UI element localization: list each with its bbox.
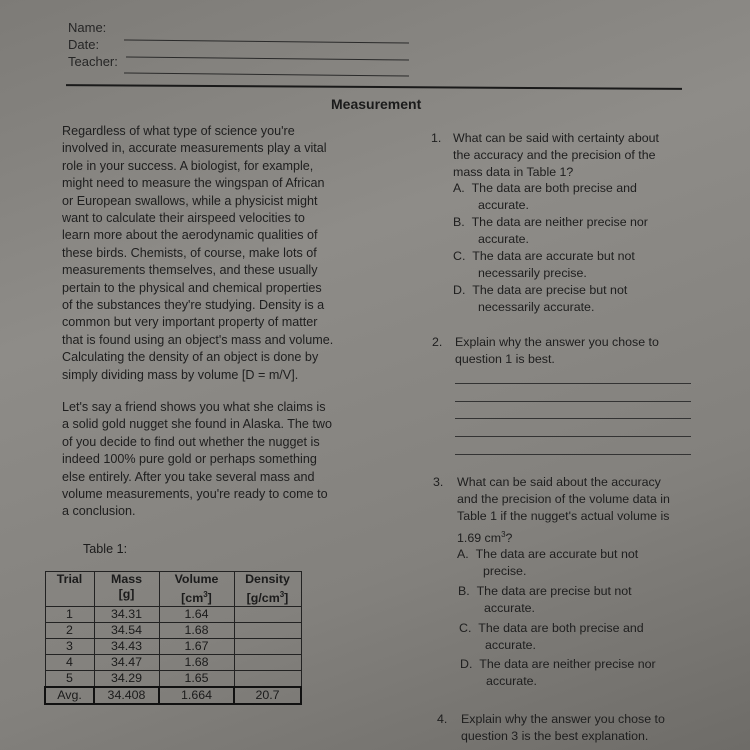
option-text: necessarily precise.: [478, 266, 587, 281]
name-line[interactable]: [124, 40, 409, 44]
header-volume-text: Volume: [174, 572, 219, 586]
q1-option-c[interactable]: [453, 248, 635, 282]
cell-mass: 34.43: [94, 639, 159, 655]
cell-mass: 34.31: [94, 607, 159, 623]
q3-option-b[interactable]: [458, 583, 632, 617]
answer-line[interactable]: [455, 418, 691, 419]
passage-line: involved in, accurate measurements play a vital: [62, 141, 327, 156]
passage-line: of you decide to find out whether the nugget is: [62, 434, 320, 449]
table-row: [45, 623, 301, 639]
bracket: ]: [284, 591, 289, 606]
superscript-3: 3: [501, 529, 506, 539]
question-4-text: [461, 711, 665, 745]
cell-volume: 1.664: [159, 687, 234, 704]
passage-line: that is found using an object's mass and volume.: [62, 332, 334, 347]
superscript-3: 3: [203, 590, 208, 599]
q1-option-d[interactable]: [453, 282, 627, 316]
cell-volume: 1.68: [159, 623, 234, 639]
q3-option-c[interactable]: [459, 620, 644, 654]
option-text: The data are both precise and: [478, 621, 644, 635]
question-3-number: 3.: [433, 475, 444, 489]
option-text: accurate.: [478, 198, 529, 213]
passage-line: of the substances they're studying. Density is a: [62, 298, 325, 313]
answer-line[interactable]: [455, 436, 691, 437]
q3-option-a[interactable]: [457, 546, 638, 580]
header-mass-text: Mass: [111, 572, 142, 586]
option-text: The data are accurate but not: [475, 547, 639, 561]
header-density-text: Density: [245, 572, 290, 586]
question-line: mass data in Table 1?: [453, 165, 574, 180]
cell-density: 20.7: [234, 687, 301, 704]
question-line: 1.69 cm: [457, 530, 502, 545]
option-letter: D.: [460, 657, 473, 671]
q1-option-a[interactable]: [453, 180, 637, 214]
cell-density[interactable]: [234, 639, 301, 655]
answer-line[interactable]: [455, 454, 691, 455]
option-text: The data are neither precise nor: [471, 215, 648, 229]
option-text: accurate.: [484, 601, 535, 616]
cell-trial: 5: [45, 671, 94, 688]
passage-line: role in your success. A biologist, for example,: [62, 158, 314, 173]
cell-trial: 4: [45, 655, 94, 671]
cell-density[interactable]: [234, 655, 301, 671]
table-caption: Table 1:: [83, 542, 128, 556]
header-density-unit: [g/cm: [246, 591, 280, 606]
header-mass-unit: [g]: [118, 587, 135, 601]
question-2-number: 2.: [432, 335, 443, 349]
table-row: [45, 607, 301, 623]
cell-density[interactable]: [234, 623, 301, 639]
table-row: [45, 671, 301, 688]
passage-line: simply dividing mass by volume [D = m/V].: [62, 367, 299, 382]
option-letter: A.: [457, 547, 469, 561]
cell-mass: 34.408: [94, 687, 159, 704]
answer-line[interactable]: [455, 401, 691, 402]
bracket: ]: [207, 591, 212, 606]
question-line: What can be said with certainty about: [453, 131, 659, 145]
header-divider: [66, 84, 682, 90]
passage-paragraph-1: [62, 123, 333, 384]
q1-option-b[interactable]: [453, 214, 648, 248]
answer-line[interactable]: [455, 383, 691, 384]
teacher-label: Teacher:: [68, 54, 118, 69]
passage-line: or European swallows, while a physicist might: [62, 193, 318, 208]
passage-line: measurements themselves, and these usually: [62, 263, 318, 278]
option-text: The data are both precise and: [471, 181, 637, 195]
table-row: [45, 655, 301, 671]
passage-line: might need to measure the wingspan of African: [62, 176, 325, 191]
superscript-3: 3: [279, 590, 285, 599]
header-volume: [159, 572, 234, 607]
question-line: Table 1 if the nugget's actual volume is: [457, 509, 670, 524]
question-line: Explain why the answer you chose to: [461, 712, 665, 726]
cell-trial: Avg.: [45, 687, 94, 704]
q3-option-d[interactable]: [460, 656, 656, 690]
option-letter: B.: [458, 584, 470, 598]
header-volume-unit: [cm: [181, 591, 204, 606]
option-text: The data are precise but not: [476, 584, 632, 598]
cell-mass: 34.54: [94, 623, 159, 639]
date-line[interactable]: [126, 57, 409, 61]
passage-paragraph-2: [62, 399, 332, 521]
cell-mass: 34.47: [94, 655, 159, 671]
option-letter: D.: [453, 283, 466, 297]
question-line: question 3 is the best explanation.: [461, 729, 649, 744]
option-text: The data are neither precise nor: [479, 657, 656, 671]
question-mark: ?: [505, 530, 513, 545]
cell-mass: 34.29: [94, 671, 159, 688]
date-label: Date:: [68, 37, 100, 52]
cell-volume: 1.64: [159, 607, 234, 623]
question-1-text: [453, 130, 659, 182]
passage-line: volume measurements, you're ready to come to: [62, 487, 328, 502]
passage-line: learn more about the aerodynamic qualities of: [62, 228, 318, 243]
option-text: The data are precise but not: [472, 283, 628, 297]
cell-density[interactable]: [234, 607, 301, 623]
question-4-number: 4.: [437, 712, 448, 726]
option-letter: B.: [453, 215, 465, 229]
cell-density[interactable]: [234, 671, 301, 688]
option-text: precise.: [483, 564, 527, 579]
header-trial: [45, 572, 94, 607]
option-letter: C.: [459, 621, 472, 635]
teacher-line[interactable]: [124, 73, 409, 77]
option-letter: A.: [453, 181, 465, 195]
passage-line: Regardless of what type of science you're: [62, 124, 295, 138]
passage-line: these birds. Chemists, of course, make lots of: [62, 245, 317, 260]
cell-trial: 1: [45, 607, 94, 623]
header-density: [234, 572, 301, 607]
passage-line: else entirely. After you take several mass and: [62, 469, 315, 484]
question-line: What can be said about the accuracy: [457, 475, 661, 489]
passage-line: indeed 100% pure gold or perhaps something: [62, 452, 317, 467]
option-text: accurate.: [485, 638, 536, 653]
name-label: Name:: [68, 20, 107, 35]
option-text: accurate.: [486, 674, 537, 689]
option-text: The data are accurate but not: [472, 249, 635, 263]
table-row: [45, 639, 301, 655]
cell-volume: 1.65: [159, 671, 234, 688]
passage-line: Calculating the density of an object is done by: [62, 350, 319, 365]
passage-line: pertain to the physical and chemical properties: [62, 280, 322, 295]
option-text: necessarily accurate.: [478, 300, 595, 315]
table-average-row: [45, 687, 301, 704]
option-text: accurate.: [478, 232, 529, 247]
passage-line: a conclusion.: [62, 504, 136, 519]
cell-trial: 3: [45, 639, 94, 655]
data-table: [44, 571, 302, 705]
question-line: the accuracy and the precision of the: [453, 148, 656, 163]
header-mass: [94, 572, 159, 607]
option-letter: C.: [453, 249, 466, 263]
question-line: Explain why the answer you chose to: [455, 335, 659, 349]
passage-line: common but very important property of matter: [62, 315, 318, 330]
cell-volume: 1.67: [159, 639, 234, 655]
question-3-text: [457, 474, 670, 547]
passage-line: Let's say a friend shows you what she claims is: [62, 400, 326, 414]
header-trial-text: Trial: [56, 572, 83, 586]
table-header-row: [45, 572, 301, 607]
question-2-text: [455, 334, 659, 368]
cell-trial: 2: [45, 623, 94, 639]
page-title: Measurement: [331, 96, 422, 112]
question-line: and the precision of the volume data in: [457, 492, 670, 507]
cell-volume: 1.68: [159, 655, 234, 671]
passage-line: a solid gold nugget she found in Alaska. The two: [62, 417, 333, 432]
passage-line: want to calculate their airspeed velocities to: [62, 211, 305, 226]
question-1-number: 1.: [431, 131, 442, 145]
question-line: question 1 is best.: [455, 352, 555, 367]
